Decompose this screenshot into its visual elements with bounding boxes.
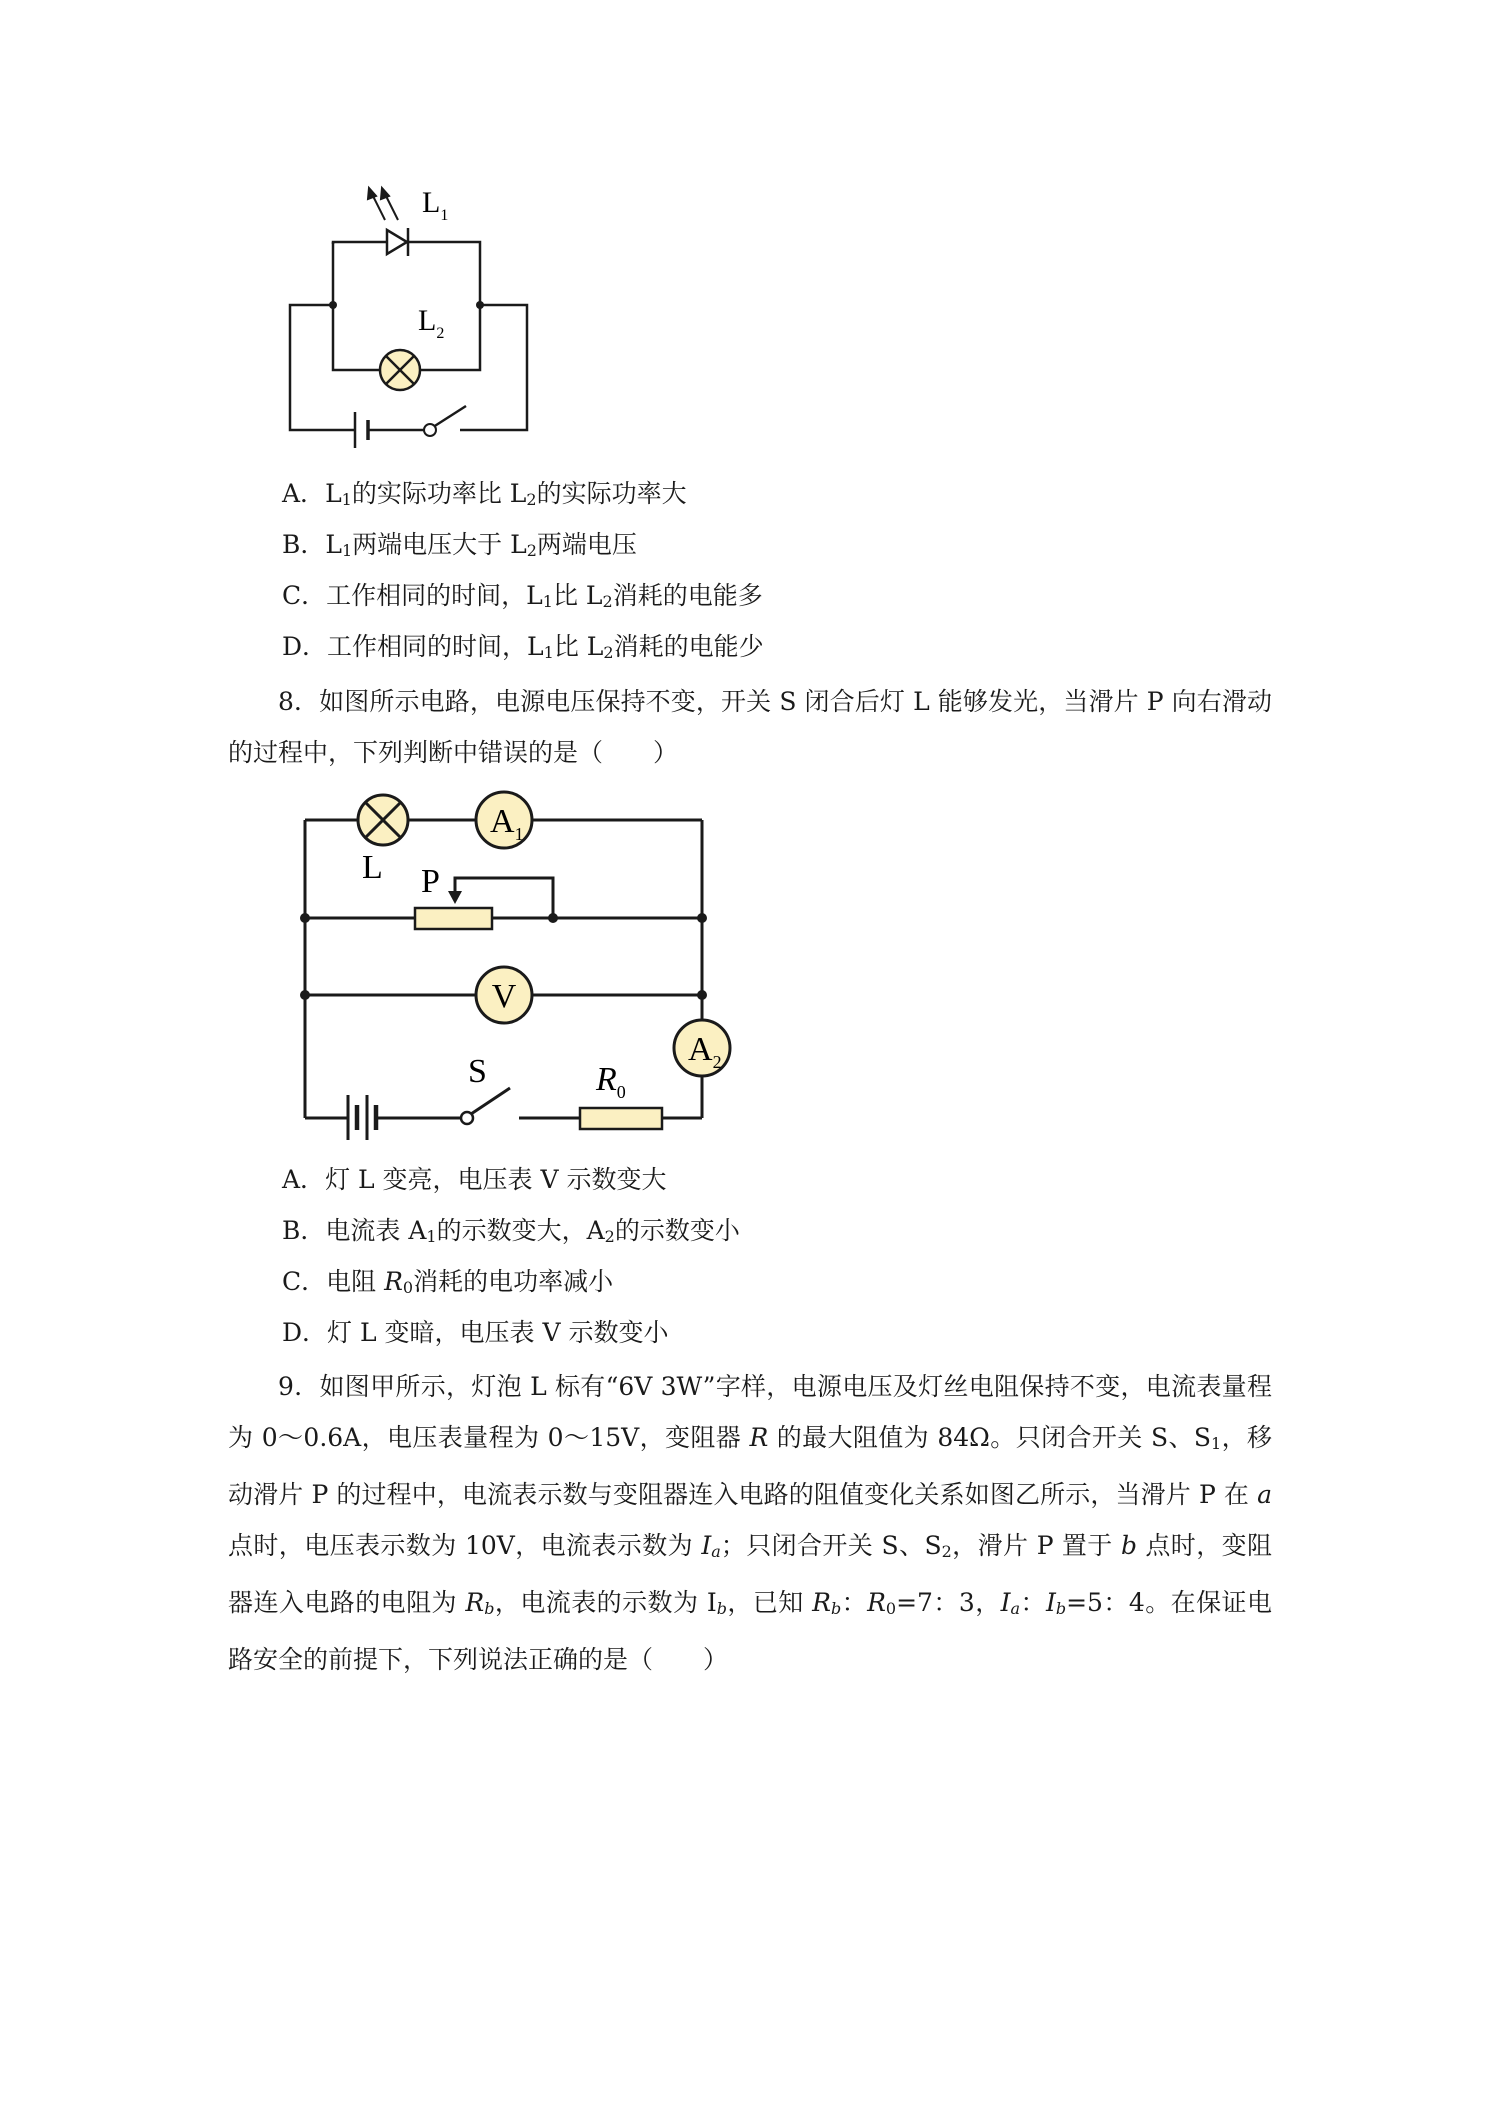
led-label: $L_1$ bbox=[422, 186, 449, 224]
circuit-figure-1 bbox=[270, 180, 560, 450]
q8-option-c: C．电阻 $R_0$消耗的电功率减小 bbox=[282, 1267, 614, 1297]
rheostat bbox=[415, 908, 492, 929]
lamp-l-label: L bbox=[362, 849, 383, 886]
voltmeter-label: V bbox=[491, 978, 517, 1015]
lamp-l2 bbox=[380, 350, 420, 390]
q8-stem: 8．如图所示电路，电源电压保持不变，开关 S 闭合后灯 L 能够发光，当滑片 P 向右滑动的过程中，下列判断中错误的是（ ） bbox=[228, 687, 1272, 767]
led-l1 bbox=[368, 188, 408, 256]
q8-option-b: B．电流表 $A_1$的示数变大，$A_2$的示数变小 bbox=[282, 1216, 740, 1246]
ammeter-a2-label: $A_2$ bbox=[688, 1031, 722, 1072]
lamp-l bbox=[358, 795, 408, 845]
q8-option-a: A．灯 L 变亮，电压表 V 示数变大 bbox=[282, 1165, 667, 1194]
slider-p-label: P bbox=[421, 863, 440, 900]
q7-option-c: C．工作相同的时间，$L_1$比 $L_2$消耗的电能多 bbox=[282, 581, 763, 611]
ammeter-a1-label: $A_1$ bbox=[490, 803, 524, 844]
circuit-figure-2 bbox=[290, 790, 740, 1140]
switch-s-label: S bbox=[468, 1053, 487, 1090]
q9-stem: 9．如图甲所示，灯泡 L 标有“6V 3W”字样，电源电压及灯丝电阻保持不变，电流表量程为 0～0.6A，电压表量程为 0～15V，变阻器 R 的最大阻值为 84Ω。只闭合开关 S、$S_1$，移动滑片 P 的过程中，电流表示数与变阻器连入电路的阻值变化关系如图乙所示，当滑片 P 在 a 点时，电压表示数为 10V，电流表示数为 $I_a$；只闭合开关 S、$S_2$，滑片 P 置于 b 点时，变阻器连入电路的电阻为 $R_b$，电流表的示数为 $I_b$，已知 $R_b$：$R_0=7$：3，$I_a$：$I_b=5$：4。在保证电路安全的前提下，下列说法正确的是（ ） bbox=[228, 1372, 1273, 1674]
resistor-r0-label: $R_0$ bbox=[596, 1061, 626, 1102]
q7-option-a: A．$L_1$的实际功率比 $L_2$的实际功率大 bbox=[282, 479, 687, 509]
q7-option-d: D．工作相同的时间，$L_1$比 $L_2$消耗的电能少 bbox=[282, 632, 764, 662]
resistor-r0 bbox=[580, 1108, 662, 1129]
q8-option-d: D．灯 L 变暗，电压表 V 示数变小 bbox=[282, 1318, 669, 1347]
q7-option-b: B．$L_1$两端电压大于 $L_2$两端电压 bbox=[282, 530, 637, 560]
lamp-label: $L_2$ bbox=[418, 304, 445, 342]
